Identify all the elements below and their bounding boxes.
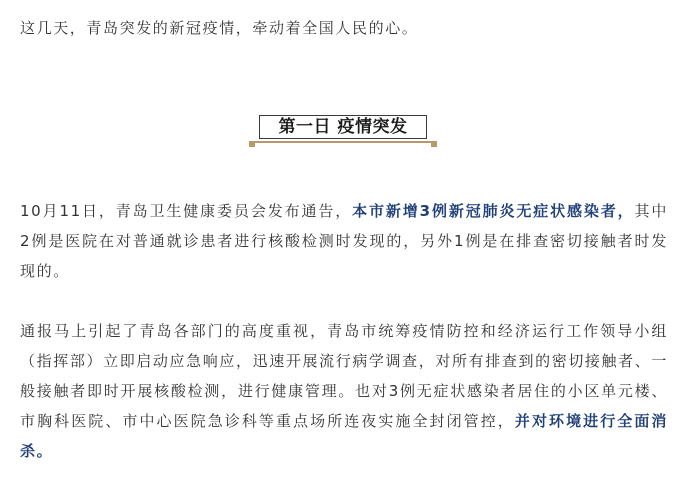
paragraph-announcement-after: 其中2例是医院在对普通就诊患者进行核酸检测时发现的，另外1例是在排查密切接触者时发现的。 — [20, 202, 668, 280]
section-heading — [249, 112, 437, 146]
paragraph-response — [20, 316, 668, 466]
section-title: 第一日 疫情突发 — [278, 117, 408, 137]
section-heading-left-mark — [249, 141, 255, 147]
paragraph-response-highlight: 并对环境进行全面消杀。 — [20, 412, 668, 460]
intro-text: 这几天，青岛突发的新冠疫情，牵动着全国人民的心。 — [20, 19, 419, 37]
paragraph-response-before: 通报马上引起了青岛各部门的高度重视，青岛市统筹疫情防控和经济运行工作领导小组（指挥部）立即启动应急响应，迅速开展流行病学调查，对所有排查到的密切接触者、一般接触者即时开展核酸检测，进行健康管理。也对3例无症状感染者居住的小区单元楼、市胸科医院、市中心医院急诊科等重点场所连夜实施全封闭管控， — [20, 322, 668, 430]
section-heading-underline — [249, 141, 437, 143]
paragraph-announcement-before: 10月11日，青岛卫生健康委员会发布通告， — [20, 202, 353, 220]
paragraph-announcement-highlight: 本市新增3例新冠肺炎无症状感染者， — [352, 202, 635, 220]
intro-paragraph — [20, 13, 668, 43]
section-heading-right-mark — [431, 141, 437, 147]
paragraph-announcement — [20, 196, 668, 286]
